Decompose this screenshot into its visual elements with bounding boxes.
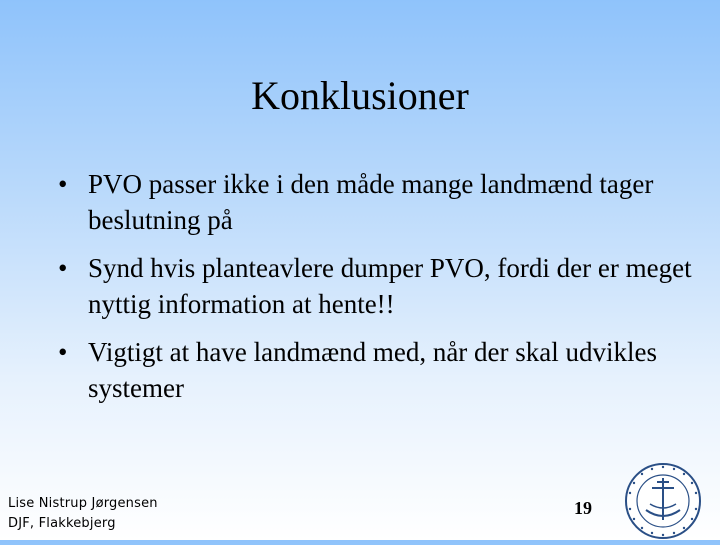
footer-organization: DJF, Flakkebjerg (8, 516, 116, 531)
page-number: 19 (574, 498, 592, 518)
footer-author: Lise Nistrup Jørgensen (8, 496, 158, 511)
bullet-list (58, 166, 698, 418)
bullet-text: PVO passer ikke i den måde mange landmænd tager beslutning på (88, 169, 654, 235)
bullet-item (58, 334, 698, 406)
bullet-text: Synd hvis planteavlere dumper PVO, fordi der er meget nyttig information at hente!! (88, 253, 692, 319)
bullet-marker: • (58, 169, 68, 199)
bullet-item (58, 250, 698, 322)
bullet-marker: • (58, 337, 68, 367)
bullet-marker: • (58, 253, 68, 283)
bullet-text: Vigtigt at have landmænd med, når der skal udvikles systemer (88, 337, 658, 403)
bullet-item (58, 166, 698, 238)
slide-title: Konklusioner (251, 73, 469, 118)
university-seal-icon (624, 462, 702, 540)
